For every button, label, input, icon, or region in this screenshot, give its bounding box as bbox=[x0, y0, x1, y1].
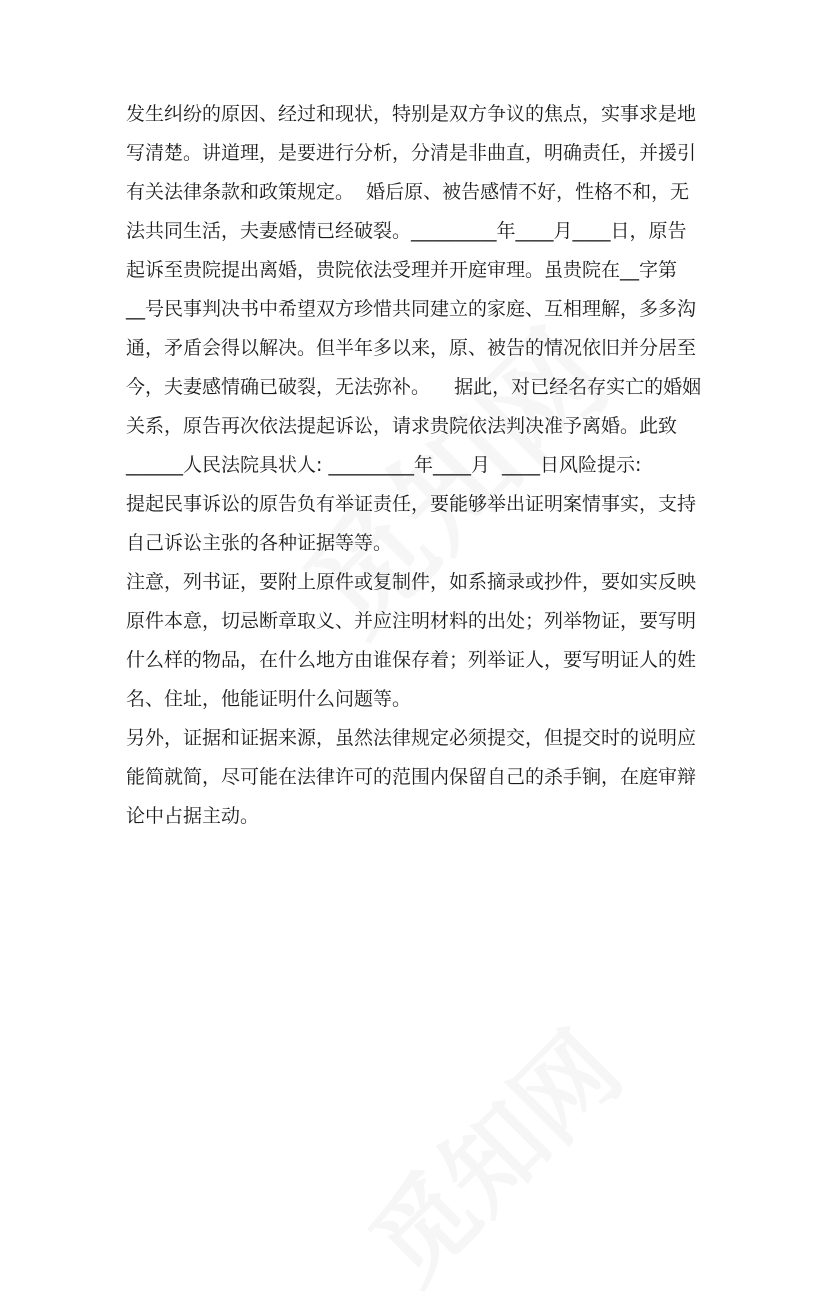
document-body bbox=[126, 100, 712, 843]
text-line: 能简就简，尽可能在法律许可的范围内保留自己的杀手锏，在庭审辩 bbox=[126, 766, 697, 788]
text-line: 什么样的物品，在什么地方由谁保存着；列举证人，要写明证人的姓 bbox=[126, 649, 697, 671]
text-line: 发生纠纷的原因、经过和现状，特别是双方争议的焦点，实事求是地 bbox=[126, 103, 697, 125]
text-line: 写清楚。讲道理，是要进行分析，分清是非曲直，明确责任，并援引 bbox=[126, 142, 697, 164]
text-line: 今，夫妻感情确已破裂，无法弥补。 据此，对已经名存实亡的婚姻 bbox=[126, 376, 702, 398]
text-line: 另外，证据和证据来源，虽然法律规定必须提交，但提交时的说明应 bbox=[126, 727, 697, 749]
text-line: 关系，原告再次依法提起诉讼，请求贵院依法判决准予离婚。此致 bbox=[126, 415, 678, 437]
text-line: 通，矛盾会得以解决。但半年多以来，原、被告的情况依旧并分居至 bbox=[126, 337, 697, 359]
text-line: 提起民事诉讼的原告负有举证责任，要能够举出证明案情事实，支持 bbox=[126, 493, 697, 515]
text-line: 论中占据主动。 bbox=[126, 805, 260, 827]
text-line: 注意，列书证，要附上原件或复制件，如系摘录或抄件，要如实反映 bbox=[126, 571, 697, 593]
watermark-logo-bottom bbox=[333, 995, 647, 1309]
text-line: 起诉至贵院提出离婚，贵院依法受理并开庭审理。虽贵院在__字第 bbox=[126, 259, 678, 281]
text-line: 法共同生活，夫妻感情已经破裂。_________年____月____日，原告 bbox=[126, 220, 687, 242]
text-line: 原件本意，切忌断章取义、并应注明材料的出处；列举物证，要写明 bbox=[126, 610, 697, 632]
text-line: __号民事判决书中希望双方珍惜共同建立的家庭、互相理解，多多沟 bbox=[126, 298, 697, 320]
text-line: 有关法律条款和政策规定。 婚后原、被告感情不好，性格不和，无 bbox=[126, 181, 690, 203]
text-line: 自己诉讼主张的各种证据等等。 bbox=[126, 532, 393, 554]
text-line: ______人民法院具状人: _________年____月 ____日风险提示: bbox=[126, 454, 642, 476]
text-line: 名、住址，他能证明什么问题等。 bbox=[126, 688, 412, 710]
